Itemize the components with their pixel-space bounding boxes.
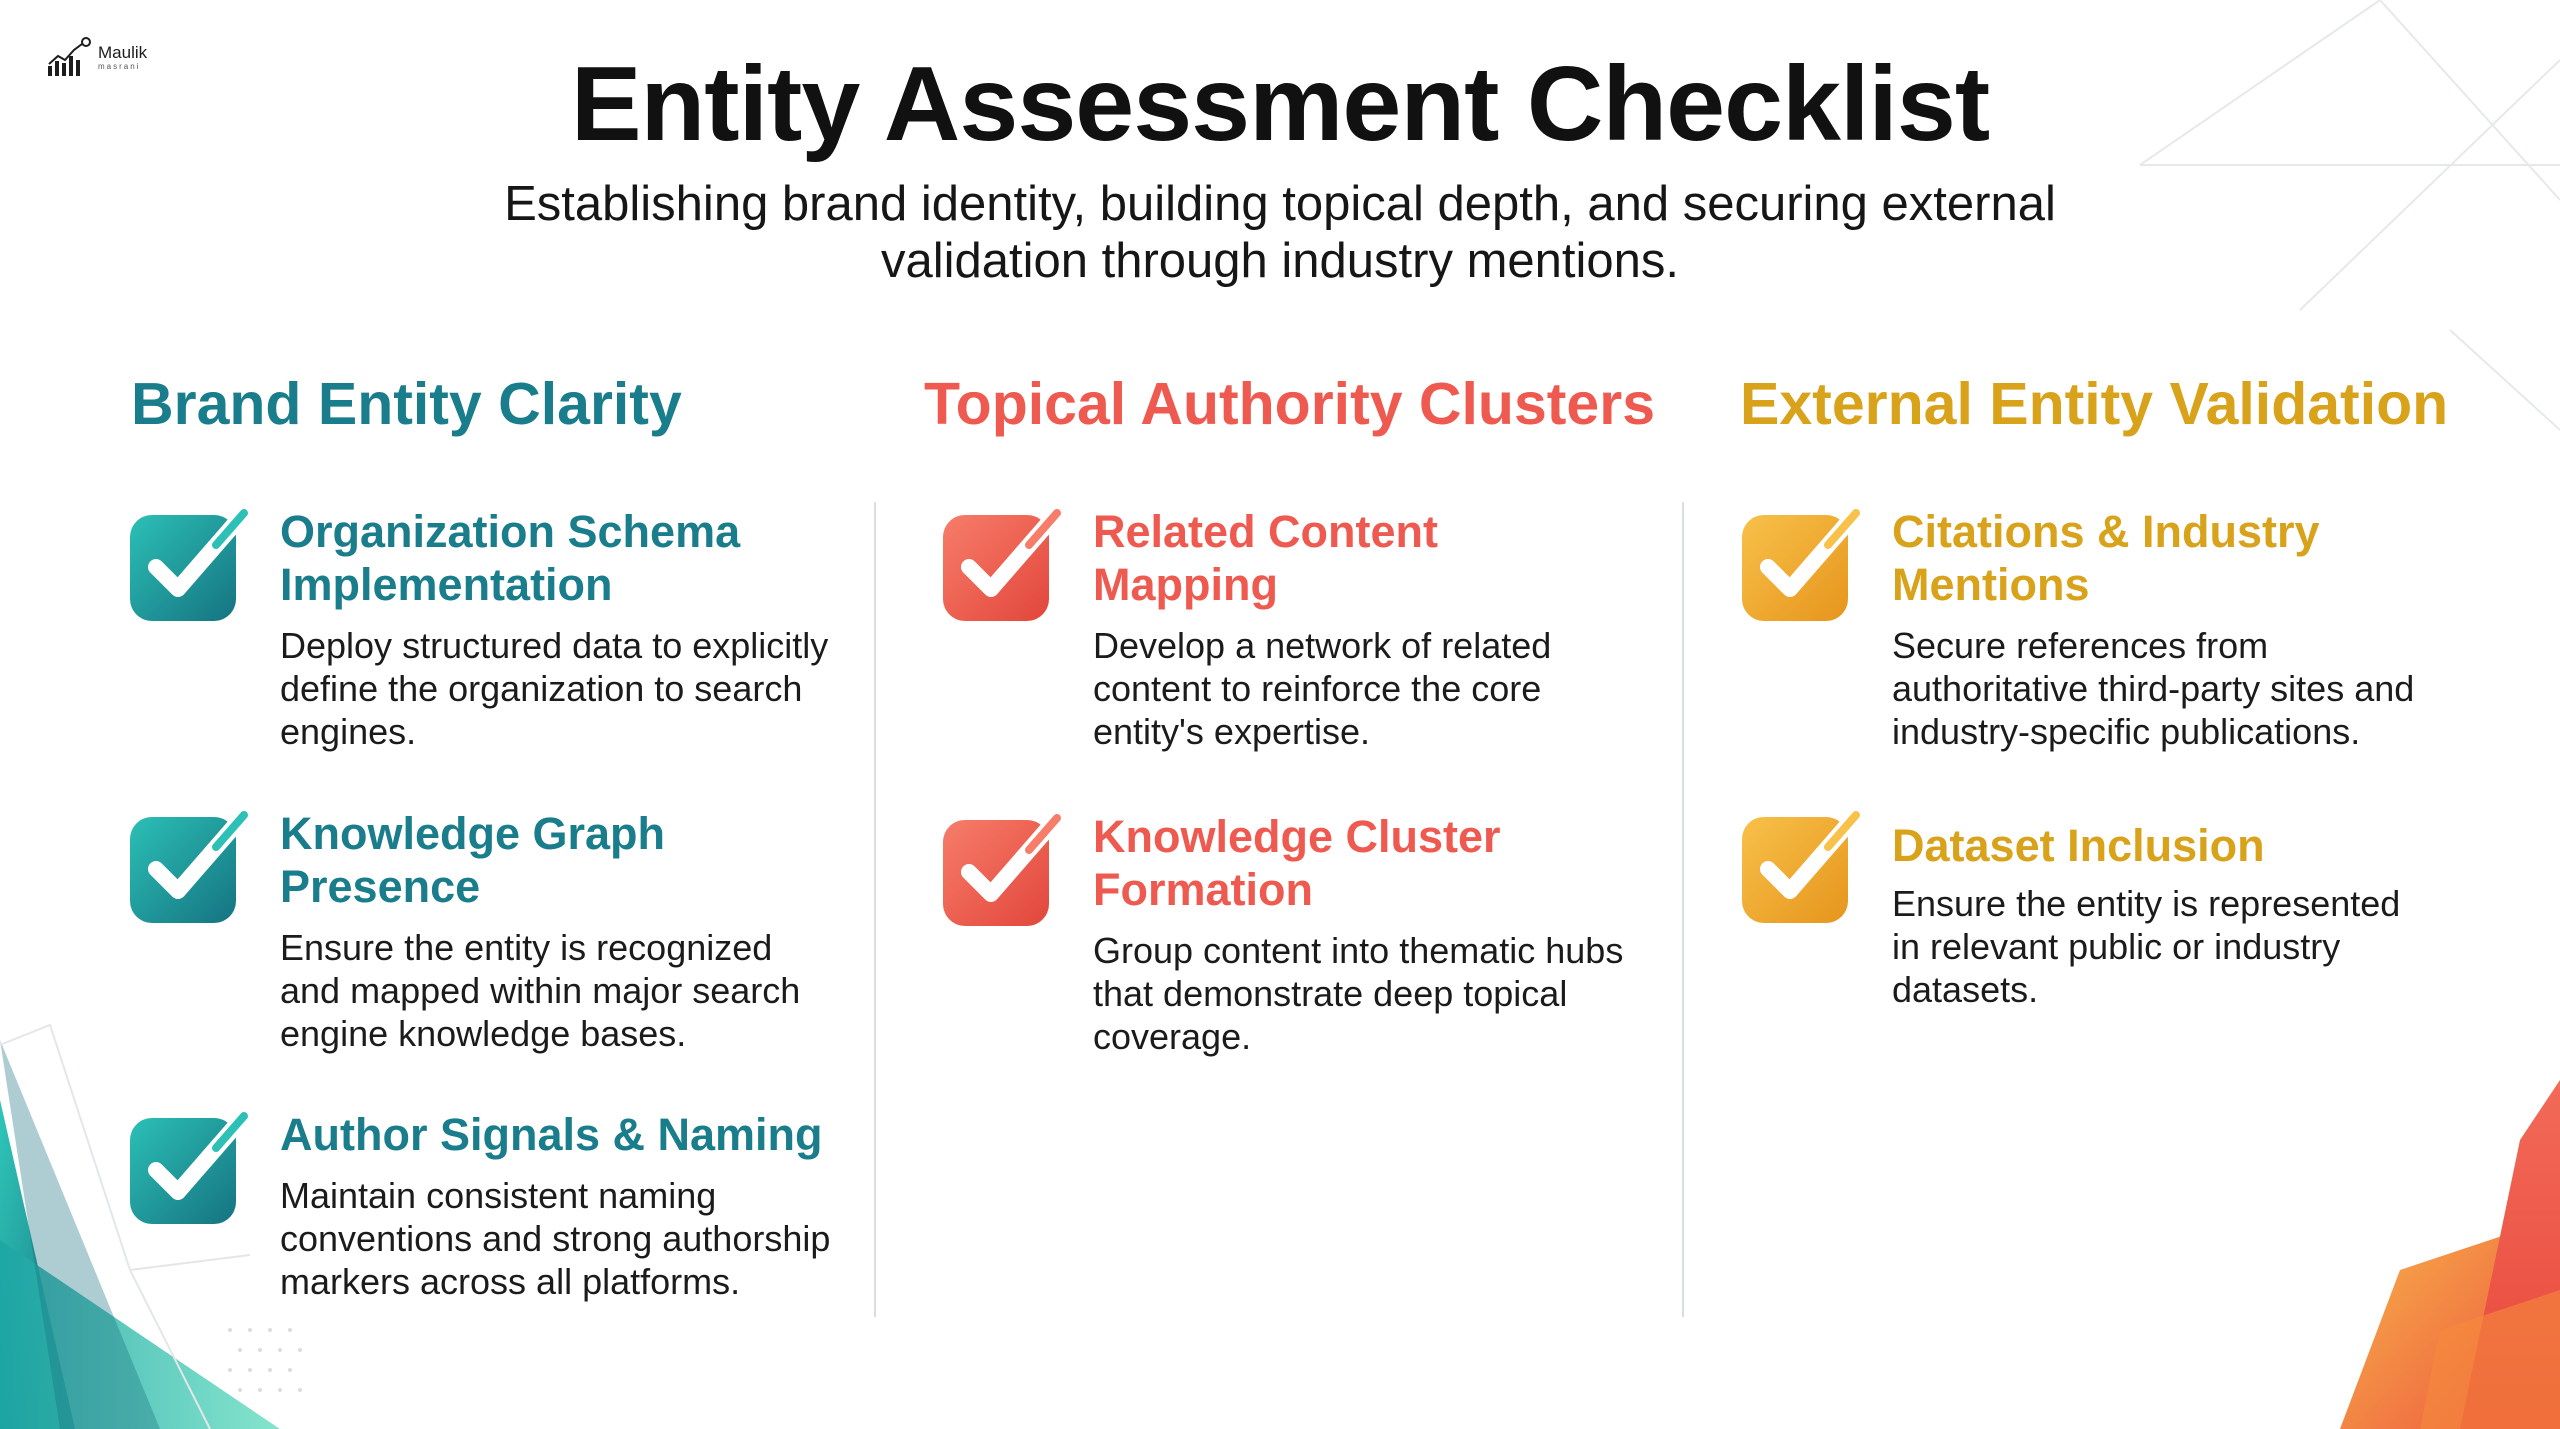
checklist-item	[128, 505, 848, 775]
item-title: Knowledge Cluster Formation	[1093, 811, 1501, 915]
checklist-item	[128, 807, 848, 1077]
item-description: Deploy structured data to explicitly define the organization to search engines.	[280, 625, 829, 752]
column-heading-topical-authority-clusters: Topical Authority Clusters	[924, 371, 1656, 437]
page-subtitle: Establishing brand identity, building topical depth, and securing external validation through industry mentions.	[504, 177, 2056, 288]
page-title: Entity Assessment Checklist	[570, 45, 1990, 163]
column-divider	[874, 502, 876, 1317]
checklist-item	[128, 1108, 868, 1358]
item-title: Author Signals & Naming	[280, 1109, 823, 1160]
checkmark-icon	[128, 807, 248, 927]
item-title: Citations & Industry Mentions	[1892, 506, 2320, 610]
logo-name: Maulik	[98, 42, 148, 62]
item-description: Group content into thematic hubs that demonstrate deep topical coverage.	[1093, 930, 1624, 1057]
item-title: Knowledge Graph Presence	[280, 808, 666, 912]
logo-subname: masrani	[98, 61, 141, 71]
item-description: Ensure the entity is recognized and mapped within major search engine knowledge bases.	[280, 927, 801, 1054]
checklist-item	[1740, 807, 2460, 1057]
checkmark-icon	[1740, 505, 1860, 625]
column-divider	[1682, 502, 1684, 1317]
column-heading-external-entity-validation: External Entity Validation	[1740, 371, 2449, 437]
checkmark-icon	[128, 505, 248, 625]
column-heading-brand-entity-clarity: Brand Entity Clarity	[131, 371, 682, 437]
checkmark-icon	[941, 505, 1061, 625]
item-description: Maintain consistent naming conventions and strong authorship markers across all platforms.	[280, 1175, 831, 1302]
checklist-item	[1740, 505, 2460, 775]
item-title: Dataset Inclusion	[1892, 820, 2265, 871]
checklist-item	[941, 810, 1661, 1080]
item-description: Ensure the entity is represented in relevant public or industry datasets.	[1892, 883, 2401, 1010]
checkmark-icon	[941, 810, 1061, 930]
checkmark-icon	[128, 1108, 248, 1228]
checkmark-icon	[1740, 807, 1860, 927]
item-description: Secure references from authoritative third-party sites and industry-specific publications.	[1892, 625, 2415, 752]
item-title: Organization Schema Implementation	[280, 506, 741, 610]
item-description: Develop a network of related content to reinforce the core entity's expertise.	[1093, 625, 1552, 752]
checklist-item	[941, 505, 1661, 775]
item-title: Related Content Mapping	[1093, 506, 1439, 610]
